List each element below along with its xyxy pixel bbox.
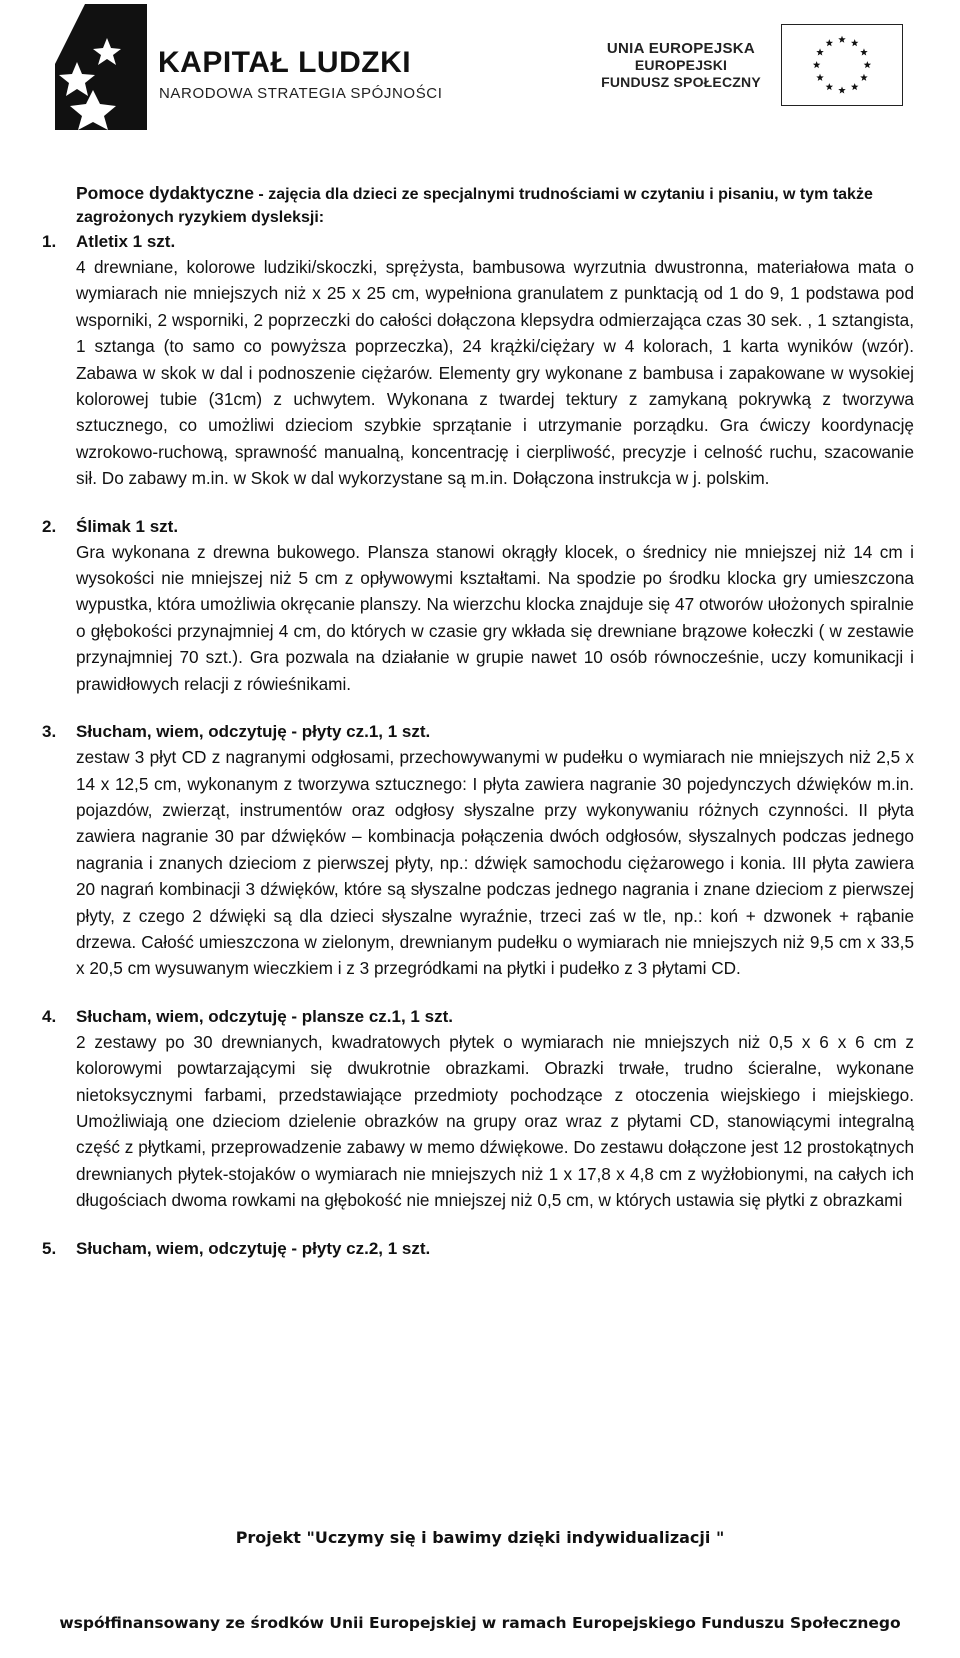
eu-label-line3: FUNDUSZ SPOŁECZNY (601, 74, 761, 90)
item-description: 4 drewniane, kolorowe ludziki/skoczki, sprężysta, bambusowa wyrzutnia dwustronna, materiałowa mata o wymiarach nie mniejszych niż x 25 x 25 cm, wypełniona granulatem z punktacją od 1 do 9, 1 podstawa pod wsporniki, 2 wsporniki, 2 poprzeczki do całości dołączona klepsydra odmierzająca czas 30 sek. , 1 sztangista, 1 sztanga (to samo co powyższa poprzeczka), 24 krążki/ciężary w 4 kolorach, 1 karta wyników (wzór). Zabawa w skok w dal i podnoszenie ciężarów. Elementy gry wykonane z bambusa i zapakowane w wysokiej kolorowej tubie (31cm) z uchwytem. Wykonana z twardej tektury z zamykaną pokrywką z tworzywa sztucznego, co umożliwi dzieciom szybkie sprzątanie i utrzymanie porządku. Gra ćwiczy koordynację wzrokowo-ruchową, sprawność manualną, koncentrację i cierpliwość, precyzje i celność ruchu, szacowanie sił. Do zabawy m.in. w Skok w dal wykorzystane są m.in. Dołączona instrukcja w j. polskim. (76, 257, 914, 489)
item-title: Słucham, wiem, odczytuję - plansze cz.1, 1 szt. (76, 1006, 453, 1026)
item-title: Ślimak 1 szt. (76, 516, 179, 536)
item-heading (42, 719, 914, 744)
item-title: Słucham, wiem, odczytuję - płyty cz.1, 1 szt. (76, 722, 431, 742)
list-item (42, 229, 914, 492)
item-description: 2 zestawy po 30 drewnianych, kwadratowych płytek o wymiarach nie mniejszych niż 0,5 x 6 x 6 cm z kolorowymi powtarzającymi się dwukrotnie obrazkami. Obrazki trwałe, trudno ścieralne, wykonane nietoksycznymi farbami, przedstawiające przedmioty pochodzące z otoczenia wiejskiego i miejskiego. Umożliwiają one dzieciom dzielenie obrazków na grupy oraz wraz z płytami CD, stanowiącymi integralną część z płytkami, przeprowadzenie zabawy w memo dźwiękowe. Do zestawu dołączone jest 12 prostokątnych drewnianych płytek-stojaków o wymiarach nie mniejszych niż 1 x 17,8 x 4,8 cm z wyżłobionymi, na całych ich długościach dwoma rowkami na głębokość nie mniejszej niż 0,5 cm, w których ustawia się płytki z obrazkami (76, 1031, 914, 1211)
kapital-ludzki-title: KAPITAŁ LUDZKI (158, 46, 412, 79)
item-heading (42, 1236, 914, 1261)
item-title: Atletix 1 szt. (76, 232, 176, 251)
item-number: 3. (42, 722, 57, 742)
kapital-ludzki-logo-icon (55, 4, 147, 130)
item-number: 5. (42, 1238, 57, 1258)
eu-label-line2: EUROPEJSKI (634, 57, 728, 73)
project-footer: Projekt "Uczymy się i bawimy dzięki indywidualizacji " (235, 1528, 725, 1547)
list-item (42, 514, 914, 697)
item-number: 1. (42, 232, 57, 251)
intro-heading (76, 182, 914, 229)
item-heading (42, 229, 914, 254)
item-description: zestaw 3 płyt CD z nagranymi odgłosami, przechowywanymi w pudełku o wymiarach nie mniejszych niż 2,5 x 14 x 12,5 cm, wykonanym z tworzywa sztucznego: I płyta zawiera nagranie 30 pojedynczych dźwięków m.in. pojazdów, zwierząt, instrumentów oraz odgłosy słyszalne przy wykonywaniu różnych czynności. II płyta zawiera nagranie 30 par dźwięków – kombinacja połączenia dwóch odgłosów, słyszalnych podczas jednego nagrania i znanych dzieciom z pierwszej płyty, np.: dźwięk samochodu ciężarowego i konia. III płyta zawiera 20 nagrań kombinacji 3 dźwięków, które są słyszalne podczas jednego nagrania i znane dzieciom z pierwszej płyty, z czego 2 dźwięki są dla dzieci słyszalne wyraźnie, trzeci zaś w tle, np.: koń + dzwonek + rąbanie drzewa. Całość umieszczona w zielonym, drewnianym pudełku o wymiarach nie mniejszych niż 9,5 cm x 33,5 x 20,5 cm wysuwanym wieczkiem i z 3 przegródkami na płytki i pudełko z 3 płytami CD. (76, 747, 914, 979)
item-title: Słucham, wiem, odczytuję - płyty cz.2, 1 szt. (76, 1238, 431, 1258)
page-header (0, 0, 960, 140)
intro-rest: - zajęcia dla dzieci ze specjalnymi trudnościami w czytaniu i pisaniu, w tym także zagrożonych ryzykiem dysleksji: (76, 186, 873, 226)
item-heading (42, 514, 914, 539)
item-heading (42, 1004, 914, 1029)
list-item (42, 1236, 914, 1261)
eu-label-line1: UNIA EUROPEJSKA (606, 40, 756, 57)
list-item (42, 1004, 914, 1214)
item-number: 2. (42, 516, 57, 536)
eu-label (590, 40, 772, 91)
item-number: 4. (42, 1006, 57, 1026)
intro-lead: Pomoce dydaktyczne (76, 183, 254, 203)
eu-flag-icon (781, 24, 903, 106)
kapital-ludzki-subtitle: NARODOWA STRATEGIA SPÓJNOŚCI (159, 85, 443, 102)
funding-footer: współfinansowany ze środków Unii Europejskiej w ramach Europejskiego Funduszu Społecznego (59, 1614, 901, 1632)
list-item (42, 719, 914, 982)
document-body (42, 182, 914, 1261)
item-description: Gra wykonana z drewna bukowego. Plansza stanowi okrągły klocek, o średnicy nie mniejszej niż 14 cm i wysokości nie mniejszej niż 5 cm z opływowymi kształtami. Na spodzie po środku klocka gry umieszczona wypustka, która umożliwia okręcanie planszy. Na wierzchu klocka znajduje się 47 otworów ułożonych spiralnie o głębokości przynajmniej 4 cm, do których w czasie gry wkłada się drewniane brązowe kołeczki ( w zestawie przynajmniej 70 szt.). Gra pozwala na działanie w grupie nawet 10 osób równocześnie, uczy komunikacji i prawidłowych relacji z rówieśnikami. (76, 541, 914, 694)
